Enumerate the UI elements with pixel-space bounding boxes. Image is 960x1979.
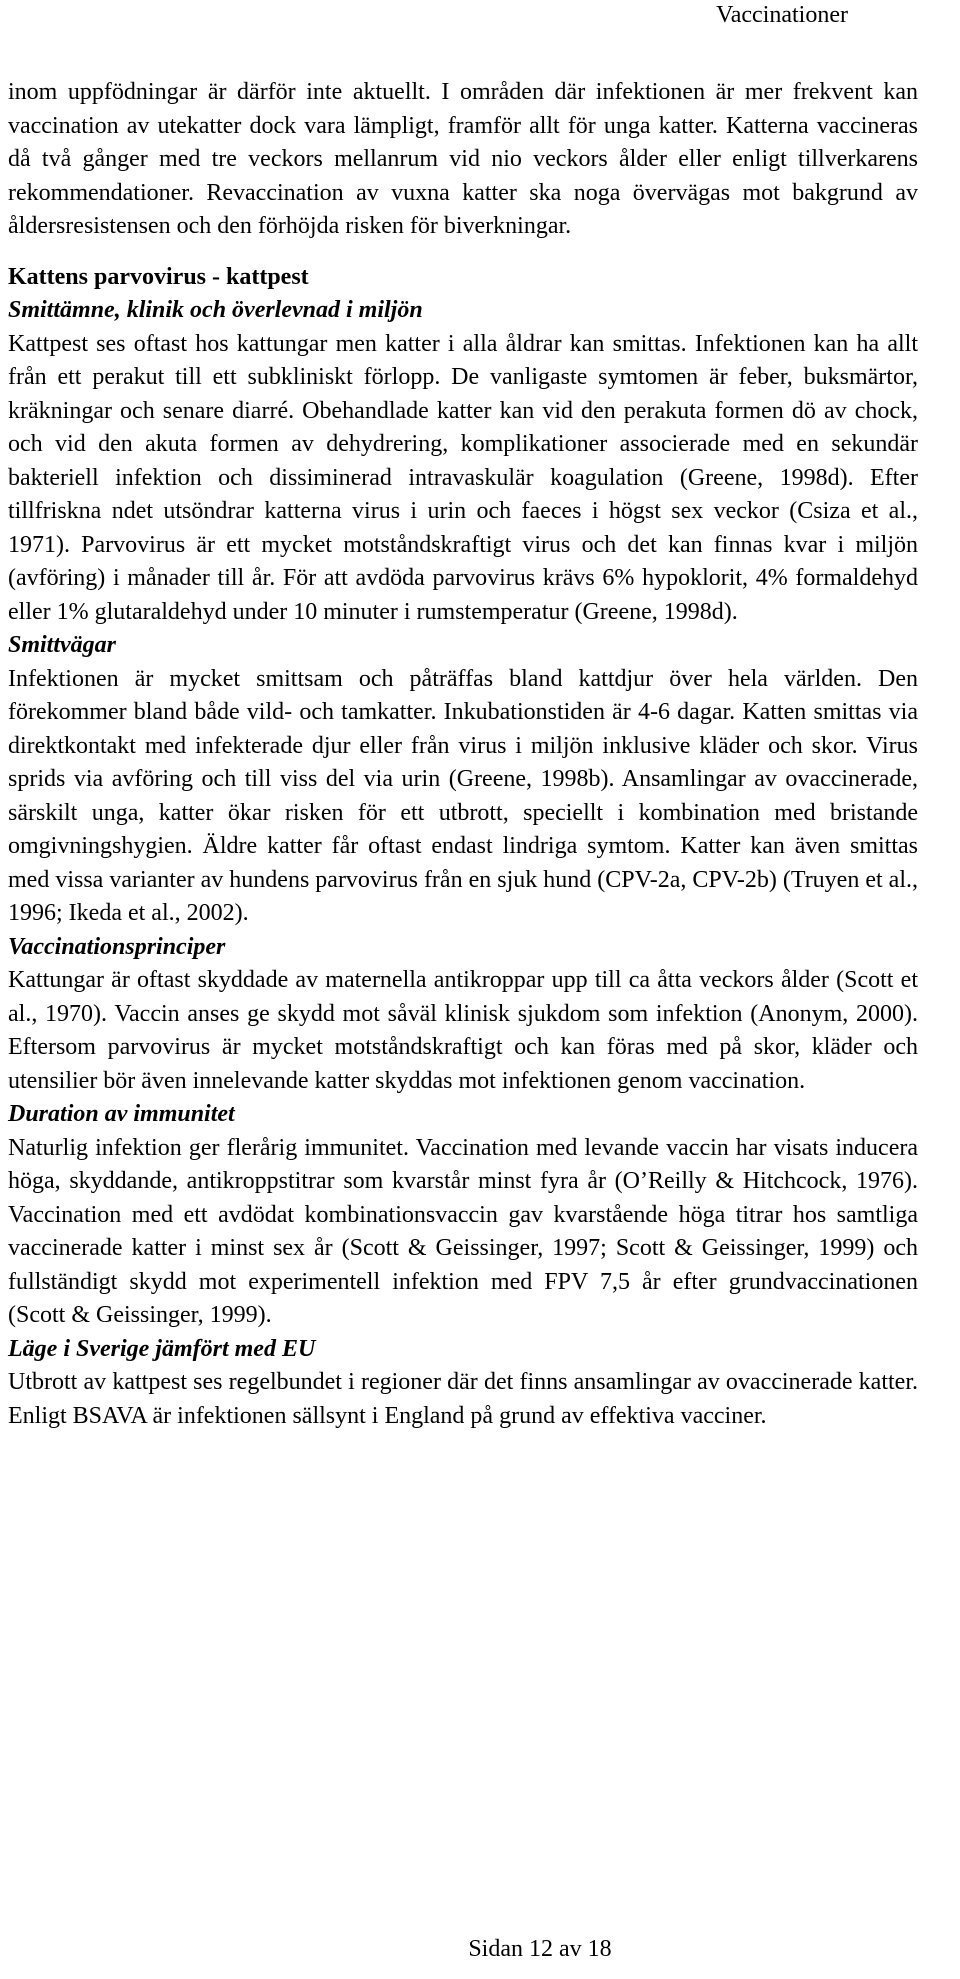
running-header: Vaccinationer [716,2,848,28]
paragraph-vaccinationsprinciper: Kattungar är oftast skyddade av maternella antikroppar upp till ca åtta veckors ålder (Scott et al., 1970). Vaccin anses ge skydd mot såväl klinisk sjukdom som infektion (Anonym, 2000). Eftersom parvovirus är mycket motståndskraftigt och kan föras med på skor, kläder och utensilier bör även innelevande katter skyddas mot infektionen genom vaccination. [8,967,918,1094]
intro-paragraph: inom uppfödningar är därför inte aktuellt. I områden där infektionen är mer frekvent kan vaccination av utekatter dock vara lämpligt, framför allt för unga katter. Katterna vaccineras då två gånger med tre veckors mellanrum vid nio veckors ålder eller enligt tillverkarens rekommendationer. Revaccination av vuxna katter ska noga övervägas mot bakgrund av åldersresistensen och den förhöjda risken för biverkningar. [8,79,918,239]
paragraph-smittamne: Kattpest ses oftast hos kattungar men katter i alla åldrar kan smittas. Infektionen kan ha allt från ett perakut till ett subkliniskt förlopp. De vanligaste symtomen är feber, buksmärtor, kräkningar och senare diarré. Obehandlade katter kan vid den perakuta formen dö av chock, och vid den akuta formen av dehydrering, komplikationer associerade med en sekundär bakteriell infektion och dissiminerad intravaskulär koagulation (Greene, 1998d). Efter tillfriskna ndet utsöndrar katterna virus i urin och faeces i högst sex veckor (Csiza et al., 1971). Parvovirus är ett mycket motståndskraftigt virus och det kan finnas kvar i miljön (avföring) i månader till år. För att avdöda parvovirus krävs 6% hypoklorit, 4% formaldehyd eller 1% glutaraldehyd under 10 minuter i rumstemperatur (Greene, 1998d). [8,330,918,625]
paragraph-duration: Naturlig infektion ger flerårig immunitet. Vaccination med levande vaccin har visats inducera höga, skyddande, antikroppstitrar som kvarstår minst fyra år (O’Reilly & Hitchcock, 1976). Vaccination med ett avdödat kombinationsvaccin gav kvarstående höga titrar hos samtliga vaccinerade katter i minst sex år (Scott & Geissinger, 1997; Scott & Geissinger, 1999) och fullständigt skydd mot experimentell infektion med FPV 7,5 år efter grundvaccinationen (Scott & Geissinger, 1999). [8,1134,918,1328]
document-body [8,76,918,1433]
subheading-vaccinationsprinciper: Vaccinationsprinciper [8,933,226,960]
subheading-lage-sverige: Läge i Sverige jämfört med EU [8,1335,316,1362]
subheading-smittvagar: Smittvägar [8,632,117,658]
section-title: Kattens parvovirus - kattpest [8,263,309,290]
paragraph-lage-sverige: Utbrott av kattpest ses regelbundet i regioner där det finns ansamlingar av ovaccinerade katter. Enligt BSAVA är infektionen sällsynt i England på grund av effektiva vacciner. [8,1369,918,1429]
subheading-duration: Duration av immunitet [8,1101,235,1127]
paragraph-smittvagar: Infektionen är mycket smittsam och påträffas bland kattdjur över hela världen. Den förekommer bland både vild- och tamkatter. Inkubationstiden är 4-6 dagar. Katten smittas via direktkontakt med infekterade djur eller från virus i miljön inklusive kläder och skor. Virus sprids via avföring och till viss del via urin (Greene, 1998b). Ansamlingar av ovaccinerade, särskilt unga, katter ökar risken för ett utbrott, speciellt i kombination med bristande omgivningshygien. Äldre katter får oftast endast lindriga symtom. Katter kan även smittas med vissa varianter av hundens parvovirus från en sjuk hund (CPV-2a, CPV-2b) (Truyen et al., 1996; Ikeda et al., 2002). [8,665,918,926]
page-number: Sidan 12 av 18 [468,1936,612,1962]
subheading-smittamne: Smittämne, klinik och överlevnad i miljön [8,297,423,323]
